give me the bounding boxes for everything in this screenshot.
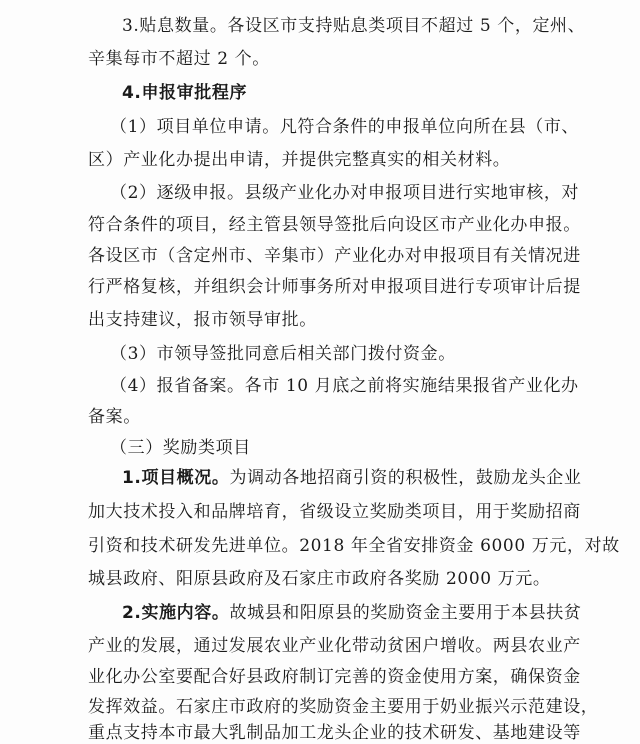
paragraph-line: 行严格复核，并组织会计师事务所对申报项目进行专项审计后提 — [88, 277, 581, 297]
paragraph-line: 加大技术投入和品牌培育，省级设立奖励类项目，用于奖励招商 — [88, 502, 581, 522]
paragraph-line: 出支持建议，报市领导审批。 — [88, 310, 317, 330]
paragraph-line: （2）逐级申报。县级产业化办对申报项目进行实地审核，对 — [110, 183, 580, 203]
paragraph-line: 城县政府、阳原县政府及石家庄市政府各奖励 2000 万元。 — [88, 569, 551, 589]
section-heading: 4.申报审批程序 — [122, 83, 248, 103]
paragraph-line: 符合条件的项目，经主管县领导签批后向设区市产业化办申报。 — [88, 215, 581, 235]
paragraph-lead: 1.项目概况。 — [122, 468, 230, 488]
paragraph-text: 为调动各地招商引资的积极性，鼓励龙头企业 — [229, 468, 582, 488]
paragraph-line — [122, 467, 582, 489]
paragraph-line: 区）产业化办提出申请，并提供完整真实的相关材料。 — [88, 150, 511, 170]
paragraph-line: 引资和技术研发先进单位。2018 年全省安排资金 6000 万元，对故 — [88, 536, 620, 556]
section-heading: （三）奖励类项目 — [110, 438, 251, 458]
paragraph-text: 故城县和阳原县的奖励资金主要用于本县扶贫 — [229, 603, 582, 623]
paragraph-line: 辛集每市不超过 2 个。 — [88, 49, 270, 69]
paragraph-line: 业化办公室要配合好县政府制订完善的资金使用方案，确保资金 — [88, 667, 581, 687]
paragraph-line: 发挥效益。石家庄市政府的奖励资金主要用于奶业振兴示范建设， — [88, 697, 599, 717]
paragraph-line — [122, 602, 582, 624]
paragraph-lead: 2.实施内容。 — [122, 603, 230, 623]
paragraph-line: （4）报省备案。各市 10 月底之前将实施结果报省产业化办 — [110, 376, 579, 396]
paragraph-line: （1）项目单位申请。凡符合条件的申报单位向所在县（市、 — [110, 117, 580, 137]
paragraph-line: 备案。 — [88, 407, 141, 427]
paragraph-line: （3）市领导签批同意后相关部门拨付资金。 — [110, 344, 456, 364]
paragraph-line: 重点支持本市最大乳制品加工龙头企业的技术研发、基地建设等 — [88, 723, 581, 743]
paragraph-line: 3.贴息数量。各设区市支持贴息类项目不超过 5 个，定州、 — [122, 16, 586, 36]
paragraph-line: 各设区市（含定州市、辛集市）产业化办对申报项目有关情况进 — [88, 246, 581, 266]
paragraph-line: 产业的发展，通过发展农业产业化带动贫困户增收。两县农业产 — [88, 636, 581, 656]
